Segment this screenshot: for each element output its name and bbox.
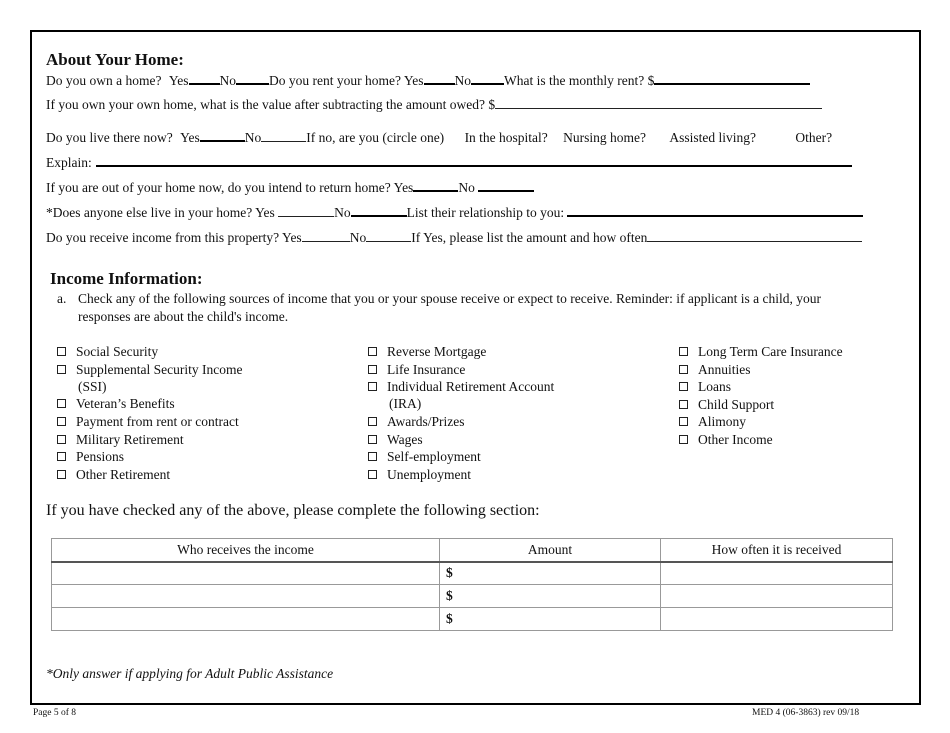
monthly-rent-field[interactable]: [654, 72, 810, 85]
checkbox-pensions[interactable]: Pensions: [57, 449, 124, 465]
checkbox-icon[interactable]: [57, 435, 66, 444]
home-value-row: If you own your own home, what is the value after subtracting the amount owed? $: [46, 96, 822, 113]
checkbox-military[interactable]: Military Retirement: [57, 432, 184, 448]
own-yes-field[interactable]: [189, 72, 220, 85]
table-row: [52, 562, 893, 585]
checkbox-wages[interactable]: Wages: [368, 432, 423, 448]
explain-field[interactable]: [96, 154, 852, 167]
income-heading: Income Information:: [50, 269, 203, 288]
checkbox-icon[interactable]: [57, 470, 66, 479]
own-no-field[interactable]: [236, 72, 269, 85]
checkbox-self-employment[interactable]: Self-employment: [368, 449, 481, 465]
option-assisted[interactable]: Assisted living?: [669, 130, 757, 145]
amount-cell[interactable]: $: [440, 608, 661, 631]
checkbox-reverse-mortgage[interactable]: Reverse Mortgage: [368, 344, 486, 360]
who-cell[interactable]: [52, 562, 440, 585]
checkbox-icon[interactable]: [679, 400, 688, 409]
relationship-field[interactable]: [567, 204, 863, 217]
checkbox-other-retirement[interactable]: Other Retirement: [57, 467, 170, 483]
checkbox-icon[interactable]: [57, 417, 66, 426]
anyone-yes-field[interactable]: [278, 204, 334, 217]
checkbox-ira[interactable]: Individual Retirement Account: [368, 379, 554, 395]
checkbox-icon[interactable]: [57, 452, 66, 461]
income-property-no-field[interactable]: [366, 229, 411, 242]
checkbox-ira-cont: (IRA): [389, 396, 422, 411]
checkbox-icon[interactable]: [368, 365, 377, 374]
checkbox-awards[interactable]: Awards/Prizes: [368, 414, 465, 430]
option-hospital[interactable]: In the hospital?: [464, 130, 548, 145]
checkbox-icon[interactable]: [57, 399, 66, 408]
own-home-row: Do you own a home? Yes No Do you rent your home? Yes No What is the monthly rent? $: [46, 72, 810, 89]
checkbox-loans[interactable]: Loans: [679, 379, 731, 395]
return-home-row: If you are out of your home now, do you intend to return home? Yes No: [46, 179, 534, 196]
amount-cell[interactable]: $: [440, 562, 661, 585]
checkbox-icon[interactable]: [368, 347, 377, 356]
live-yes-field[interactable]: [200, 129, 245, 142]
checkbox-icon[interactable]: [368, 470, 377, 479]
income-property-yes-field[interactable]: [302, 229, 350, 242]
checkbox-icon[interactable]: [368, 435, 377, 444]
who-cell[interactable]: [52, 608, 440, 631]
checkbox-ssi-cont: (SSI): [78, 379, 107, 394]
explain-row: Explain:: [46, 154, 852, 171]
anyone-else-row: *Does anyone else live in your home? Yes No List their relationship to you:: [46, 204, 863, 221]
checkbox-icon[interactable]: [368, 382, 377, 391]
rent-yes-field[interactable]: [424, 72, 455, 85]
checkbox-rent-contract[interactable]: Payment from rent or contract: [57, 414, 239, 430]
checkbox-life-insurance[interactable]: Life Insurance: [368, 362, 465, 378]
table-row: [52, 608, 893, 631]
income-property-row: Do you receive income from this property? Yes No If Yes, please list the amount and how often: [46, 229, 862, 246]
checkbox-icon[interactable]: [368, 417, 377, 426]
how-often-cell[interactable]: [661, 585, 893, 608]
table-header-row: [52, 539, 893, 562]
checkbox-icon[interactable]: [679, 435, 688, 444]
checkbox-ltc-insurance[interactable]: Long Term Care Insurance: [679, 344, 843, 360]
how-often-cell[interactable]: [661, 562, 893, 585]
col-header-how-often: How often it is received: [661, 539, 893, 562]
checkbox-icon[interactable]: [57, 347, 66, 356]
checkbox-ssi[interactable]: Supplemental Security Income: [57, 362, 242, 378]
checkbox-icon[interactable]: [679, 365, 688, 374]
table-row: [52, 585, 893, 608]
option-other[interactable]: Other?: [795, 130, 833, 145]
checkbox-icon[interactable]: [679, 417, 688, 426]
complete-section-text: If you have checked any of the above, please complete the following section:: [46, 502, 540, 519]
checkbox-annuities[interactable]: Annuities: [679, 362, 751, 378]
checkbox-other-income[interactable]: Other Income: [679, 432, 773, 448]
about-home-heading: About Your Home:: [46, 50, 184, 69]
checkbox-icon[interactable]: [679, 347, 688, 356]
live-no-field[interactable]: [261, 129, 306, 142]
checkbox-child-support[interactable]: Child Support: [679, 397, 774, 413]
live-there-row: Do you live there now? Yes No If no, are you (circle one) In the hospital? Nursing home? Assisted living? Other?: [46, 130, 833, 145]
checkbox-unemployment[interactable]: Unemployment: [368, 467, 471, 483]
instruction-line-1: Check any of the following sources of income that you or your spouse receive or expect to receive. Reminder: if applicant is a child, your: [78, 291, 822, 306]
return-no-field[interactable]: [478, 179, 534, 192]
checkbox-alimony[interactable]: Alimony: [679, 414, 746, 430]
form-id: MED 4 (06-3863) rev 09/18: [752, 708, 860, 718]
page-number: Page 5 of 8: [33, 708, 77, 718]
anyone-no-field[interactable]: [351, 204, 407, 217]
amount-cell[interactable]: $: [440, 585, 661, 608]
col-header-amount: Amount: [440, 539, 661, 562]
checkbox-icon[interactable]: [679, 382, 688, 391]
income-table: [51, 538, 893, 631]
list-amount-field[interactable]: [647, 229, 862, 242]
instruction-marker: a.: [57, 291, 67, 306]
checkbox-veterans[interactable]: Veteran’s Benefits: [57, 396, 175, 412]
instruction-line-2: responses are about the child's income.: [78, 309, 289, 324]
checkbox-icon[interactable]: [57, 365, 66, 374]
adult-assistance-note: *Only answer if applying for Adult Public Assistance: [46, 666, 334, 681]
rent-no-field[interactable]: [471, 72, 504, 85]
who-cell[interactable]: [52, 585, 440, 608]
return-yes-field[interactable]: [413, 179, 458, 192]
checkbox-icon[interactable]: [368, 452, 377, 461]
home-value-field[interactable]: [495, 96, 822, 109]
option-nursing[interactable]: Nursing home?: [563, 130, 647, 145]
checkbox-social-security[interactable]: Social Security: [57, 344, 158, 360]
how-often-cell[interactable]: [661, 608, 893, 631]
col-header-who: Who receives the income: [52, 539, 440, 562]
